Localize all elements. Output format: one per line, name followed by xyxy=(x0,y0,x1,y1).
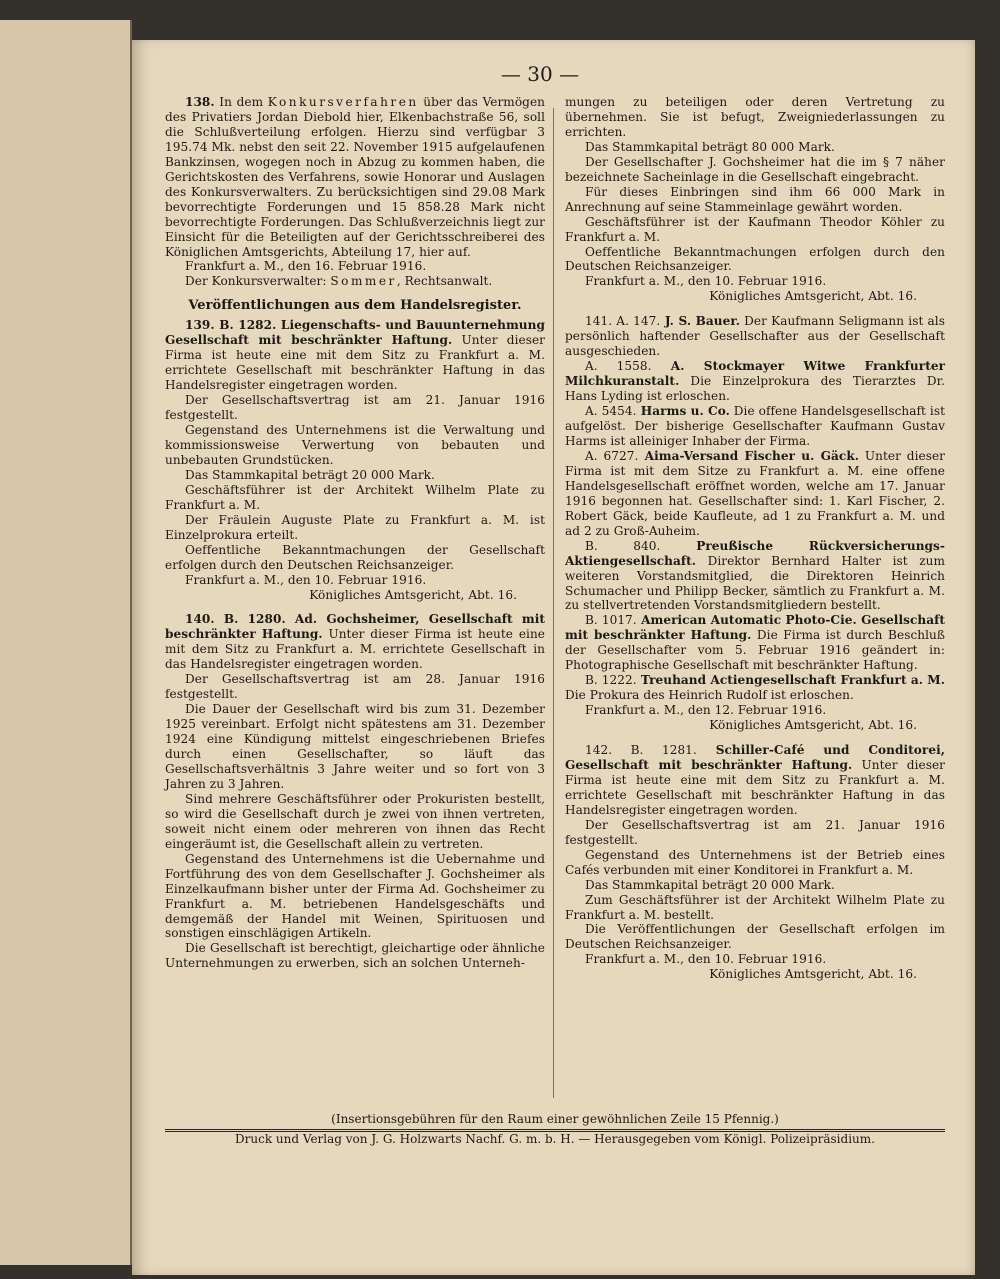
paragraph: Der Gesellschaftsvertrag ist am 28. Januar 1916 festgestellt. xyxy=(165,672,545,702)
entry-139-intro xyxy=(165,318,545,393)
register-number: A. 6727. xyxy=(585,448,639,463)
entry-139 xyxy=(165,318,545,602)
entry-number: 142. B. 1281. xyxy=(585,743,697,758)
left-column xyxy=(165,95,545,971)
entry-number: 139. B. 1282. xyxy=(185,318,277,333)
register-number: B. 1017. xyxy=(585,613,637,628)
paragraph: Der Fräulein Auguste Plate zu Frankfurt a. M. ist Einzelprokura erteilt. xyxy=(165,512,545,542)
entry-142-intro xyxy=(565,743,945,818)
entry-text: Unter dieser Firma ist mit dem Sitze zu Frankfurt a. M. eine offene Handelsgesellschaft eröffnet worden, welche am 17. Januar 1916 begonnen hat. Gesellschafter sind: 1. Karl Fischer, 2. Robert Gäck, beide Kaufleute, ad 1 zu Frankfurt a. M. und ad 2 zu Groß-Auheim. xyxy=(565,448,946,538)
register-number: B. 1222. xyxy=(585,673,637,688)
entry-text: Direktor Bernhard Halter ist zum weiteren Vorstandsmitglied, die Direktoren Heinrich Schumacher und Philipp Becker, sämtlich zu Frankfurt a. M. zu stellvertretenden Vorstandsmitgliedern bestellt. xyxy=(565,553,945,613)
entry-140-continued xyxy=(565,95,945,304)
column-divider xyxy=(553,108,554,1098)
paragraph: Für dieses Einbringen sind ihm 66 000 Mark in Anrechnung auf seine Stammeinlage gewährt worden. xyxy=(565,184,945,214)
firm-name: Schiller-Café und Conditorei, Gesellschaft mit beschränkter Haftung. xyxy=(565,743,945,772)
paragraph xyxy=(565,404,945,449)
paragraph: Geschäftsführer ist der Kaufmann Theodor Köhler zu Frankfurt a. M. xyxy=(565,214,945,244)
entry-text: Die Prokura des Heinrich Rudolf ist erloschen. xyxy=(565,688,854,703)
entry-text: In dem xyxy=(214,95,268,109)
paragraph: Oeffentliche Bekanntmachungen erfolgen durch den Deutschen Reichsanzeiger. xyxy=(565,244,945,274)
entry-text: über das Vermögen des Privatiers Jordan Diebold hier, Elkenbachstraße 56, soll die Schlußverteilung erfolgen. Hierzu sind verfügbar 3 195.74 Mk. nebst den seit 22. November 1915 aufgelaufenen Bankzinsen, wogegen noch in Abzug zu kommen haben, die Gerichtskosten des Verfahrens, sowie Honorar und Auslagen des Konkursverwalters. Zu berücksichtigen sind 29.08 Mark bevorrechtigte Forderungen und 15 858.28 Mark nicht bevorrechtigte Forderungen. Das Schlußverzeichnis liegt zur Einsicht für die Beteiligten auf der Gerichtsschreiberei des Königlichen Amtsgerichts, Abteilung 17, hier auf. xyxy=(165,95,545,259)
firm-name: Ad. Gochsheimer, Gesellschaft mit beschränkter Haftung. xyxy=(165,612,545,642)
entry-number: 141. A. 147. xyxy=(585,314,661,329)
paragraph: Die Dauer der Gesellschaft wird bis zum 31. Dezember 1925 vereinbart. Erfolgt nicht spätestens am 31. Dezember 1924 eine Kündigung mittelst eingeschriebenen Briefes durch einen Gesellschafter, so läuft das Gesellschaftsverhältnis 3 Jahre weiter und so fort von 3 Jahren zu 3 Jahren. xyxy=(165,702,545,791)
entry-138-text xyxy=(165,95,545,259)
register-number: B. 840. xyxy=(585,538,661,553)
paragraph: Zum Geschäftsführer ist der Architekt Wilhelm Plate zu Frankfurt a. M. bestellt. xyxy=(565,892,945,922)
paragraph: Der Gesellschaftsvertrag ist am 21. Januar 1916 festgestellt. xyxy=(565,817,945,847)
entry-140-intro xyxy=(165,612,545,672)
signature-title: , Rechtsanwalt. xyxy=(396,274,493,289)
firm-name: Aima-Versand Fischer u. Gäck. xyxy=(638,448,860,463)
entry-text: Unter dieser Firma ist heute eine mit dem Sitz zu Frankfurt a. M. errichtete Gesellschaft mit beschränkter Haftung in das Handelsregister eingetragen worden. xyxy=(565,757,946,817)
entry-140 xyxy=(165,612,545,971)
entry-text: Unter dieser Firma ist heute eine mit dem Sitz zu Frankfurt a. M. errichtete Gesellschaft in das Handelsregister eingetragen worden. xyxy=(165,627,545,672)
firm-name: Preußische Rückversicherungs-Aktiengesellschaft. xyxy=(565,538,945,568)
imprint: Druck und Verlag von J. G. Holzwarts Nachf. G. m. b. H. — Herausgegeben vom Königl. Polizeipräsidium. xyxy=(235,1132,875,1146)
signature-date: Frankfurt a. M., den 12. Februar 1916. xyxy=(585,703,827,718)
fee-note: (Insertionsgebühren für den Raum einer gewöhnlichen Zeile 15 Pfennig.) xyxy=(331,1112,779,1126)
paragraph xyxy=(565,314,945,359)
page-number: — 30 — xyxy=(500,62,580,86)
signature-court: Königliches Amtsgericht, Abt. 16. xyxy=(709,289,917,304)
paragraph: Die Veröffentlichungen der Gesellschaft erfolgen im Deutschen Reichsanzeiger. xyxy=(565,922,945,952)
section-heading: Veröffentlichungen aus dem Handelsregister. xyxy=(188,298,522,314)
footer-rule xyxy=(165,1129,945,1130)
signature-date: Frankfurt a. M., den 10. Februar 1916. xyxy=(185,572,427,587)
signature-date: Frankfurt a. M., den 10. Februar 1916. xyxy=(585,274,827,289)
entry-text: Die offene Handelsgesellschaft ist aufgelöst. Der bisherige Gesellschafter Kaufmann Gustav Harms ist alleiniger Inhaber der Firma. xyxy=(565,404,945,448)
paragraph: Das Stammkapital beträgt 80 000 Mark. xyxy=(585,139,835,154)
firm-name: A. Stockmayer Witwe Frankfurter Milchkuranstalt. xyxy=(565,359,945,389)
paragraph xyxy=(565,359,945,404)
signature-date: Frankfurt a. M., den 10. Februar 1916. xyxy=(585,952,827,967)
signature-court: Königliches Amtsgericht, Abt. 16. xyxy=(309,587,517,602)
register-number: A. 5454. xyxy=(585,404,637,419)
entry-142 xyxy=(565,743,945,982)
entry-text: Die Firma ist durch Beschluß der Gesellschafter vom 5. Februar 1916 geändert in: Photographische Gesellschaft mit beschränkter Haftung. xyxy=(565,628,945,673)
paragraph: Oeffentliche Bekanntmachungen der Gesellschaft erfolgen durch den Deutschen Reichsanzeiger. xyxy=(165,542,545,572)
paragraph: Sind mehrere Geschäftsführer oder Prokuristen bestellt, so wird die Gesellschaft durch je zwei von ihnen vertreten, soweit nicht einem oder mehreren von ihnen das Recht eingeräumt ist, die Gesellschaft allein zu vertreten. xyxy=(165,791,545,851)
paragraph xyxy=(565,539,945,614)
firm-name: Liegenschafts- und Bauunternehmung Gesellschaft mit beschränkter Haftung. xyxy=(165,318,545,348)
paragraph: Der Gesellschafter J. Gochsheimer hat die im § 7 näher bezeichnete Sacheinlage in die Gesellschaft eingebracht. xyxy=(565,154,945,184)
paragraph xyxy=(565,449,945,539)
signature-name: Sommer xyxy=(330,274,397,289)
paragraph: mungen zu beteiligen oder deren Vertretung zu übernehmen. Sie ist befugt, Zweigniederlassungen zu errichten. xyxy=(565,95,945,139)
paragraph: Die Gesellschaft ist berechtigt, gleichartige oder ähnliche Unternehmungen zu erwerben, sich an solchen Unterneh- xyxy=(165,941,545,971)
spaced-term: Konkursverfahren xyxy=(267,95,419,109)
entry-141 xyxy=(565,314,945,733)
paragraph: Der Gesellschaftsvertrag ist am 21. Januar 1916 festgestellt. xyxy=(165,393,545,423)
signature-date: Frankfurt a. M., den 16. Februar 1916. xyxy=(185,259,427,274)
entry-number: 140. B. 1280. xyxy=(185,612,286,627)
right-column xyxy=(565,95,945,982)
entry-138 xyxy=(165,95,545,289)
signature-line xyxy=(165,274,545,289)
firm-name: Harms u. Co. xyxy=(636,404,730,419)
signature-court: Königliches Amtsgericht, Abt. 16. xyxy=(709,967,917,982)
entry-number: 138. xyxy=(185,95,215,109)
previous-page-edge xyxy=(0,20,132,1265)
firm-name: J. S. Bauer. xyxy=(660,314,740,329)
paragraph xyxy=(565,613,945,673)
entry-text: Unter dieser Firma ist heute eine mit dem Sitz zu Frankfurt a. M. errichtete Gesellschaft mit beschränkter Haftung in das Handelsregister eingetragen worden. xyxy=(165,333,546,393)
signature-role: Der Konkursverwalter: xyxy=(185,274,331,289)
entry-text: Der Kaufmann Seligmann ist als persönlich haftender Gesellschafter aus der Gesellschaft ausgeschieden. xyxy=(565,314,945,359)
paragraph: Geschäftsführer ist der Architekt Wilhelm Plate zu Frankfurt a. M. xyxy=(165,482,545,512)
firm-name: Treuhand Actiengesellschaft Frankfurt a. M. xyxy=(636,673,945,688)
paragraph: Gegenstand des Unternehmens ist die Verwaltung und kommissionsweise Verwertung von bebauten und unbebauten Grundstücken. xyxy=(165,423,545,467)
entry-text: Die Einzelprokura des Tierarztes Dr. Hans Lyding ist erloschen. xyxy=(565,374,945,404)
register-number: A. 1558. xyxy=(585,359,652,374)
signature-court: Königliches Amtsgericht, Abt. 16. xyxy=(709,718,917,733)
paragraph: Das Stammkapital beträgt 20 000 Mark. xyxy=(185,467,435,482)
paragraph: Gegenstand des Unternehmens ist der Betrieb eines Cafés verbunden mit einer Konditorei in Frankfurt a. M. xyxy=(565,847,945,877)
paragraph: Gegenstand des Unternehmens ist die Uebernahme und Fortführung des von dem Gesellschafter J. Gochsheimer als Einzelkaufmann bisher unter der Firma Ad. Gochsheimer zu Frankfurt a. M. betriebenen Handelsgeschäfts und demgemäß der Handel mit Weinen, Spirituosen und sonstigen einschlägigen Artikeln. xyxy=(165,851,545,941)
paragraph xyxy=(565,673,945,703)
firm-name: American Automatic Photo-Cie. Gesellschaft mit beschränkter Haftung. xyxy=(565,613,945,643)
paragraph: Das Stammkapital beträgt 20 000 Mark. xyxy=(585,877,835,892)
